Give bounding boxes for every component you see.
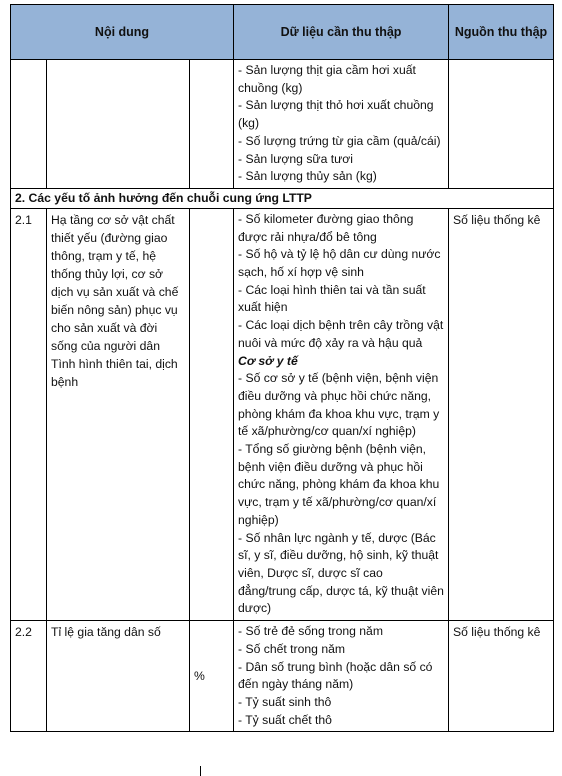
list-item: - Tỷ suất sinh thô xyxy=(238,694,332,709)
page-divider-mark xyxy=(200,766,201,776)
list-item: - Tổng số giường bệnh (bệnh viện, bệnh viện điều dưỡng và phục hồi chức năng, phòng khám đa khoa khu vực, trạm y tế xã/phường/cơ quan/xí nghiệp) xyxy=(238,442,440,527)
header-data: Dữ liệu cần thu thập xyxy=(234,5,449,60)
row-content-secondary: Tình hình thiên tai, dịch bệnh xyxy=(51,356,178,389)
list-item: - Sản lượng thịt thỏ hơi xuất chuồng (kg) xyxy=(238,98,434,131)
row-source: Số liệu thống kê xyxy=(449,208,554,620)
list-item: - Dân số trung bình (hoặc dân số có đến ngày tháng năm) xyxy=(238,659,433,692)
list-item: - Số kilometer đường giao thông được rải nhựa/đổ bê tông xyxy=(238,211,414,244)
cont-number-cell xyxy=(11,60,47,189)
cont-unit-cell xyxy=(190,60,234,189)
subheading: Cơ sở y tế xyxy=(238,353,298,368)
cont-data-cell xyxy=(234,60,449,189)
table-row-2-1 xyxy=(11,208,554,620)
continuation-row xyxy=(11,60,554,189)
section-row xyxy=(11,188,554,208)
list-item: - Số trẻ đẻ sống trong năm xyxy=(238,624,383,639)
header-content: Nội dung xyxy=(11,5,234,60)
data-collection-table xyxy=(10,4,554,732)
list-item: - Số cơ sở y tế (bệnh viện, bệnh viện điều dưỡng và phục hồi chức năng, phòng khám đa khoa khu vực, trạm y tế xã/phường/cơ quan/xí nghiệp) xyxy=(238,371,440,439)
cont-content-cell xyxy=(47,60,190,189)
list-item: - Sản lượng sữa tươi xyxy=(238,151,353,166)
cont-source-cell xyxy=(449,60,554,189)
list-item: - Số lượng trứng từ gia cầm (quả/cái) xyxy=(238,133,441,148)
list-item: - Số chết trong năm xyxy=(238,641,346,656)
row-number: 2.2 xyxy=(11,621,47,732)
section-title: 2. Các yếu tố ảnh hưởng đến chuỗi cung ứng LTTP xyxy=(11,188,554,208)
row-data-cell xyxy=(234,621,449,732)
row-unit: % xyxy=(190,621,234,732)
list-item: - Tỷ suất chết thô xyxy=(238,712,332,727)
row-content-cell xyxy=(47,208,190,620)
header-source: Nguồn thu thập xyxy=(449,5,554,60)
list-item: - Các loại dịch bệnh trên cây trồng vật nuôi và mức độ xảy ra và hậu quả xyxy=(238,318,444,350)
list-item: - Các loại hình thiên tai và tần suất xuất hiện xyxy=(238,282,426,315)
row-unit-cell xyxy=(190,208,234,620)
header-row xyxy=(11,5,554,60)
list-item: - Số nhân lực ngành y tế, dược (Bác sĩ, y sĩ, điều dưỡng, hộ sinh, kỹ thuật viên, Dược sĩ, dược sĩ cao đẳng/trung cấp, dược tá, kỹ thuật viên dược) xyxy=(238,530,444,616)
row-data-cell xyxy=(234,208,449,620)
table-row-2-2 xyxy=(11,621,554,732)
row-content: Tỉ lệ gia tăng dân số xyxy=(47,621,190,732)
list-item: - Sản lượng thịt gia cầm hơi xuất chuồng (kg) xyxy=(238,63,416,95)
row-number: 2.1 xyxy=(11,208,47,620)
list-item: - Sản lượng thủy sản (kg) xyxy=(238,169,377,184)
row-source: Số liệu thống kê xyxy=(449,621,554,732)
list-item: - Số hộ và tỷ lệ hộ dân cư dùng nước sạch, hố xí hợp vệ sinh xyxy=(238,247,441,280)
row-content: Hạ tầng cơ sở vật chất thiết yếu (đường giao thông, trạm y tế, hệ thống thủy lợi, cơ sở dịch vụ sản xuất và chế biến nông sản) phục vụ cho sản xuất và đời sống của người dân xyxy=(51,212,179,353)
